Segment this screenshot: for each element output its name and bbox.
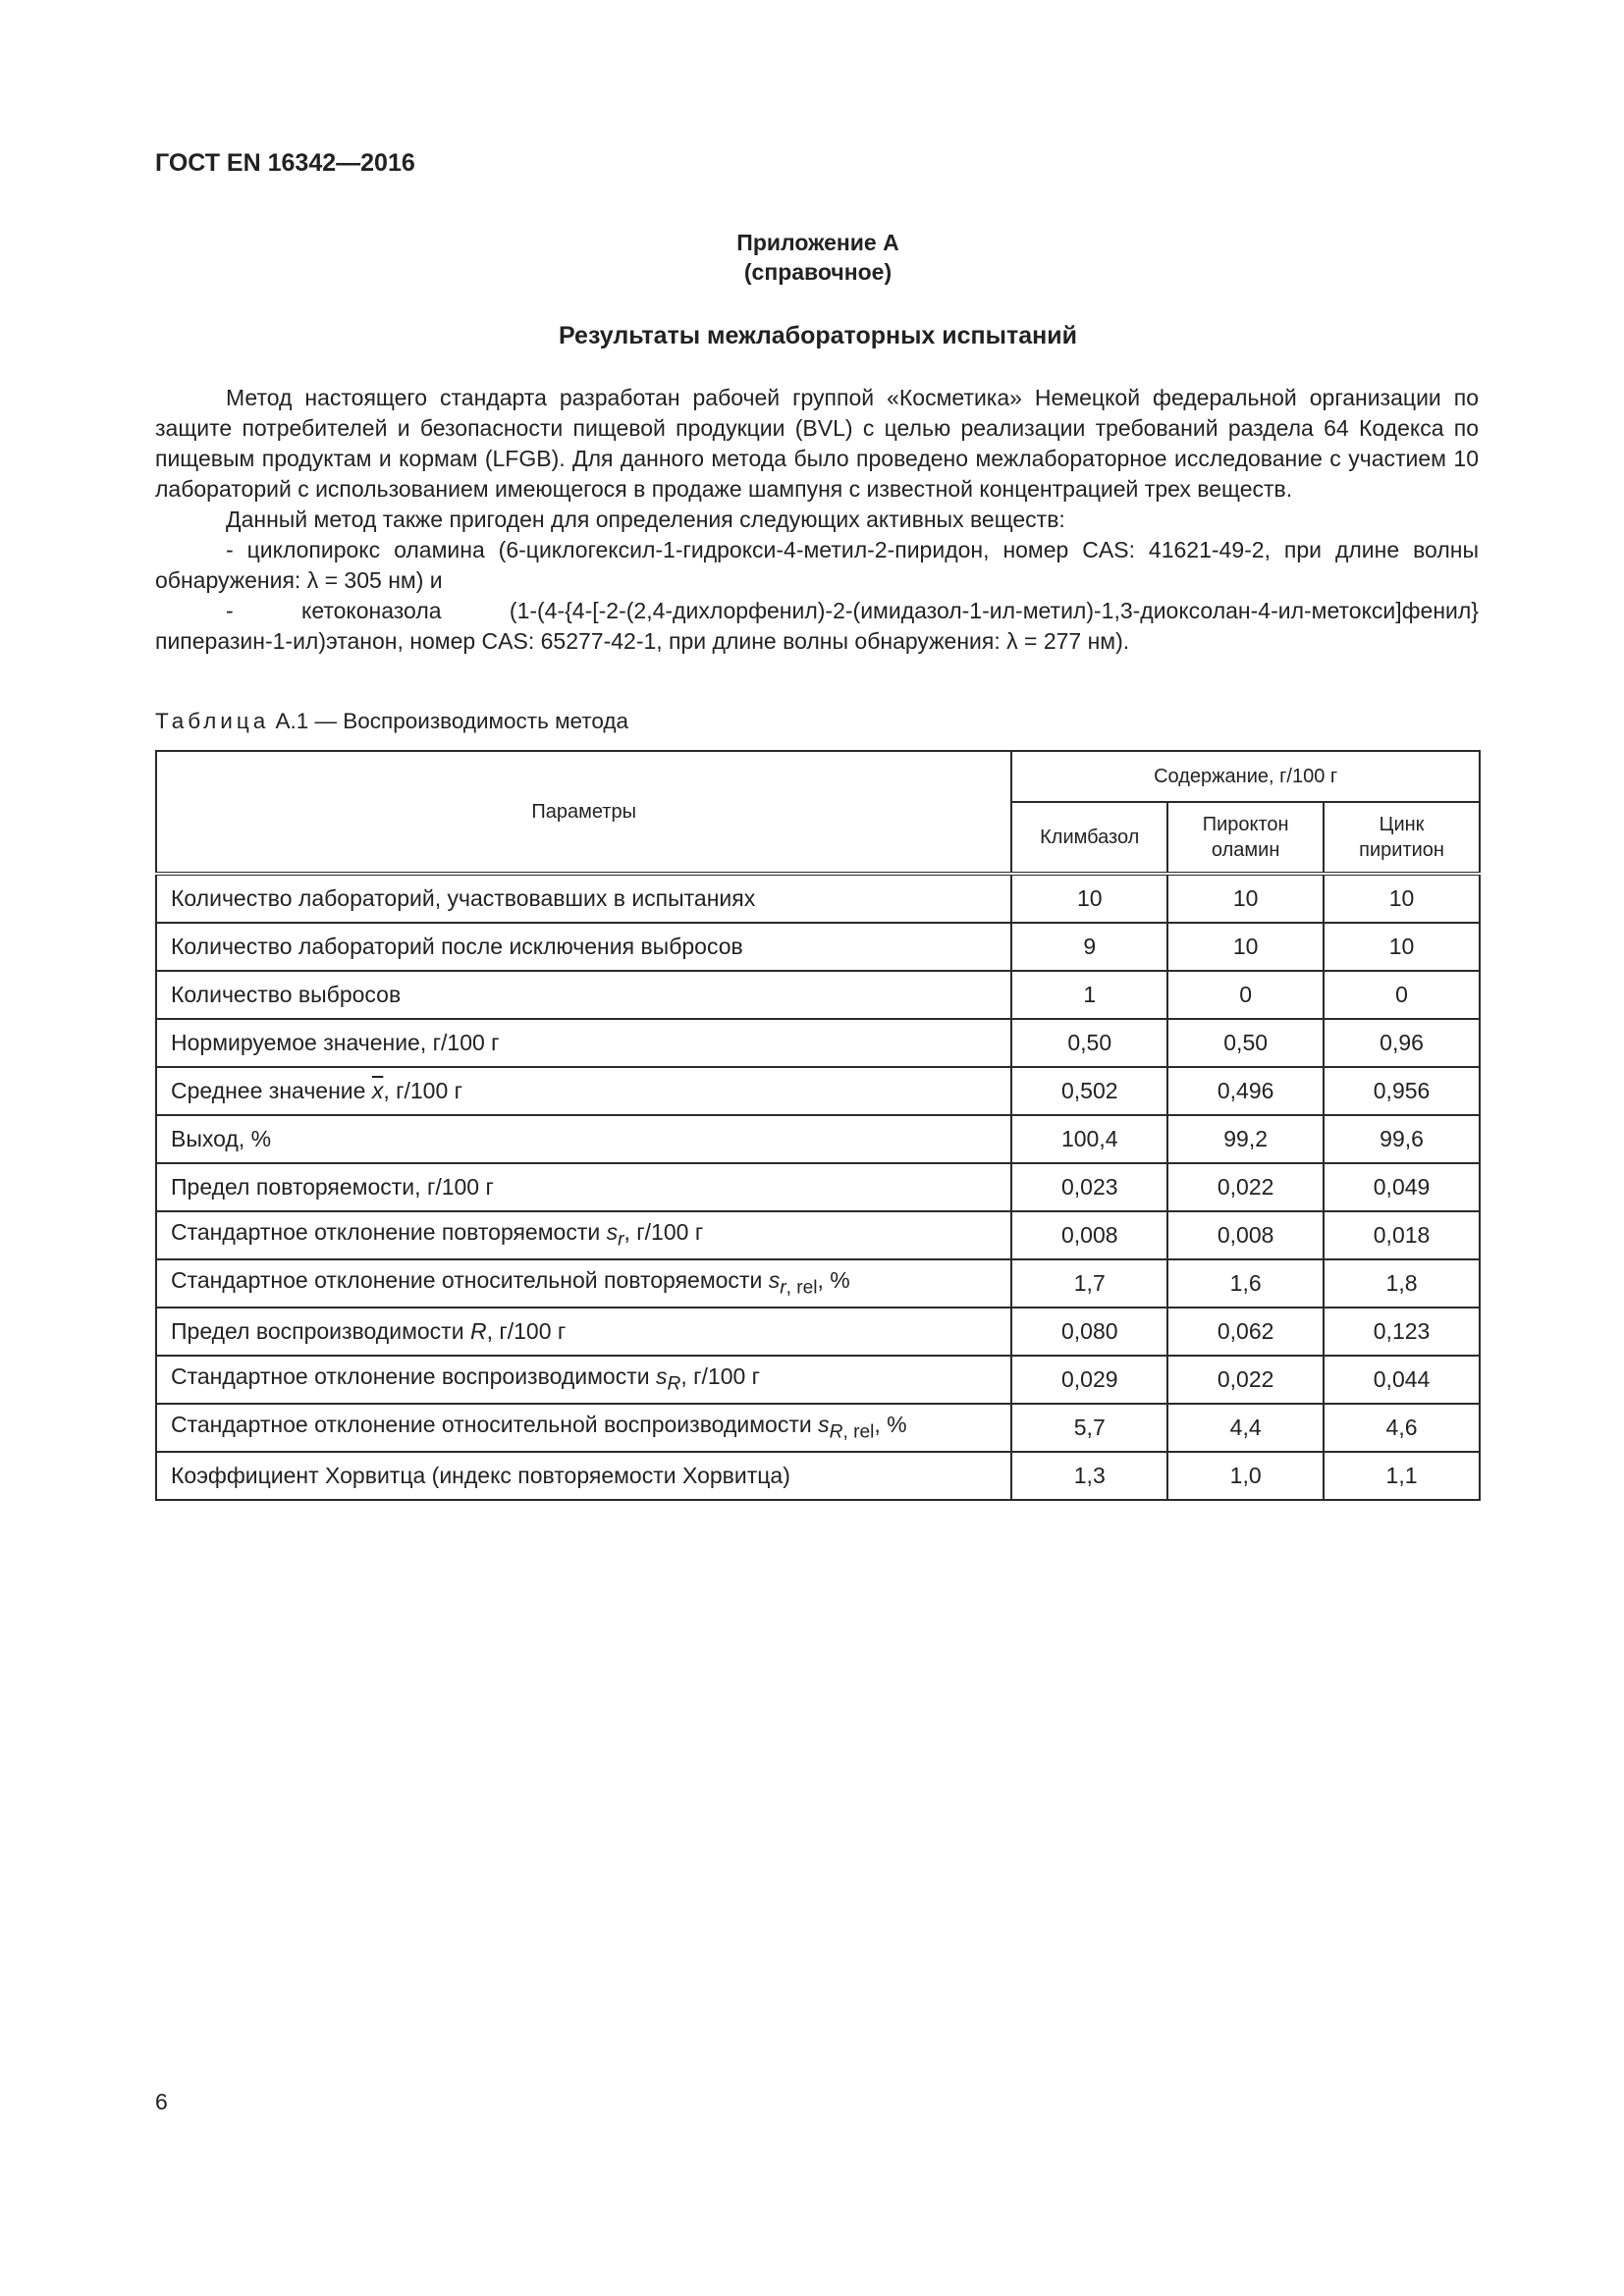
value-cell: 0,502 [1011,1067,1167,1115]
value-cell: 4,6 [1324,1404,1480,1452]
parameter-unit: , г/100 г [486,1318,567,1344]
table-row [156,1356,1480,1404]
table-row [156,923,1480,971]
parameter-label: Нормируемое значение, г/100 г [171,1030,500,1055]
value-cell: 1,6 [1167,1259,1324,1308]
value-cell: 9 [1011,923,1167,971]
parameter-unit: , % [817,1267,850,1294]
value-cell: 4,4 [1167,1404,1324,1452]
parameter-label: Стандартное отклонение повторяемости [171,1219,601,1246]
value-cell: 10 [1324,874,1480,923]
table-row [156,1308,1480,1356]
table-caption-text: А.1 — Воспроизводимость метода [275,709,629,733]
table-row [156,1115,1480,1163]
value-cell: 99,6 [1324,1115,1480,1163]
table-row [156,874,1480,923]
value-cell: 1,8 [1324,1259,1480,1308]
value-cell: 5,7 [1011,1404,1167,1452]
header-piroctone-olamine: Пироктон оламин [1167,802,1324,874]
value-cell: 0,50 [1167,1019,1324,1067]
value-cell: 10 [1167,874,1324,923]
subscript-symbol: R [667,1373,681,1395]
paragraph-ketoconazole: - кетоконазола (1-(4-{4-[-2-(2,4-дихлорфенил)-2-(имидазол-1-ил-метил)-1,3-диоксолан-4-ил-метокси]фенил} пиперазин-1-ил)этанон, номер CAS: 65277-42-1, при длине волны обнаружения: λ = 277 нм). [155,598,1479,654]
parameter-symbol: s [606,1219,619,1246]
parameter-label: Стандартное отклонение относительной воспроизводимости [171,1412,812,1438]
parameter-label: Среднее значение [171,1078,366,1103]
value-cell: 0,018 [1324,1211,1480,1259]
subscript-symbol: R [829,1421,843,1443]
parameter-subscript [668,1374,681,1395]
value-cell: 0,022 [1167,1356,1324,1404]
value-cell: 1,7 [1011,1259,1167,1308]
value-cell: 0,123 [1324,1308,1480,1356]
paragraph-ciclopirox: - циклопирокс оламина (6-циклогексил-1-гидрокси-4-метил-2-пиридон, номер CAS: 41621-49-2, при длине волны обнаружения: λ = 305 нм) и [155,537,1479,593]
table-row [156,1163,1480,1211]
value-cell: 1 [1011,971,1167,1019]
parameter-cell [156,1308,1011,1356]
parameter-symbol: s [768,1267,781,1294]
parameter-label: Коэффициент Хорвитца (индекс повторяемости Хорвитца) [171,1463,790,1488]
parameter-symbol: R [469,1318,487,1344]
parameter-label: Стандартное отклонение относительной повторяемости [171,1267,763,1294]
annex-subtitle: (справочное) [743,259,893,285]
page-number: 6 [155,2089,168,2114]
value-cell: 1,1 [1324,1452,1480,1500]
value-cell: 0,008 [1011,1211,1167,1259]
value-cell: 99,2 [1167,1115,1324,1163]
subscript-rel: , rel [785,1277,818,1299]
parameter-cell [156,1211,1011,1259]
value-cell: 10 [1011,874,1167,923]
parameter-unit: , г/100 г [680,1363,761,1390]
parameter-cell [156,1019,1011,1067]
value-cell: 0,022 [1167,1163,1324,1211]
value-cell: 0,044 [1324,1356,1480,1404]
table-body [156,874,1480,1500]
paragraph-substances: Данный метод также пригоден для определения следующих активных веществ: [226,507,1065,532]
body-text [155,383,1479,657]
parameter-symbol: $\overline{x}$ [371,1078,384,1103]
table-row [156,1259,1480,1308]
parameter-cell [156,923,1011,971]
parameter-label: Стандартное отклонение воспроизводимости [171,1363,650,1390]
table-row [156,1019,1480,1067]
parameter-unit: , г/100 г [383,1078,463,1103]
table-row [156,971,1480,1019]
parameter-cell [156,971,1011,1019]
parameter-cell [156,1356,1011,1404]
value-cell: 0,080 [1011,1308,1167,1356]
parameter-cell [156,1163,1011,1211]
table-row [156,1404,1480,1452]
value-cell: 0 [1167,971,1324,1019]
reproducibility-table [155,750,1481,1501]
value-cell: 0,956 [1324,1067,1480,1115]
parameter-label: Выход, % [171,1126,272,1151]
value-cell: 10 [1324,923,1480,971]
parameter-cell [156,874,1011,923]
value-cell: 0,496 [1167,1067,1324,1115]
header-zinc-pyrithione: Цинк пиритион [1324,802,1480,874]
parameter-label: Количество выбросов [171,982,402,1007]
subscript-rel: , rel [842,1421,875,1443]
parameter-subscript [780,1278,817,1299]
value-cell: 0,50 [1011,1019,1167,1067]
parameter-label: Количество лабораторий после исключения выбросов [171,934,743,959]
value-cell: 0,008 [1167,1211,1324,1259]
table-caption-word: Таблица [155,709,270,733]
value-cell: 1,0 [1167,1452,1324,1500]
parameter-unit: , % [874,1412,907,1438]
table-caption [155,709,628,734]
parameter-cell [156,1259,1011,1308]
value-cell: 1,3 [1011,1452,1167,1500]
parameter-label: Предел повторяемости, г/100 г [171,1174,494,1200]
value-cell: 0,023 [1011,1163,1167,1211]
value-cell: 0 [1324,971,1480,1019]
value-cell: 0,049 [1324,1163,1480,1211]
paragraph-intro: Метод настоящего стандарта разработан рабочей группой «Косметика» Немецкой федеральной организации по защите потребителей и безопасности пищевой продукции (BVL) с целью реализации требований раздела 64 Кодекса по пищевым продуктам и кормам (LFGB). Для данного метода было проведено межлабораторное исследование с участием 10 лабораторий с использованием имеющегося в продаже шампуня с известной концентрацией трех веществ. [155,385,1479,502]
parameter-label: Предел воспроизводимости [171,1318,464,1344]
header-content: Содержание, г/100 г [1011,751,1480,802]
value-cell: 0,029 [1011,1356,1167,1404]
annex-title: Приложение А [736,230,899,255]
header-parameters: Параметры [156,751,1011,874]
value-cell: 0,062 [1167,1308,1324,1356]
parameter-label: Количество лабораторий, участвовавших в испытаниях [171,885,756,911]
header-climbazole: Климбазол [1011,802,1167,874]
parameter-unit: , г/100 г [623,1219,704,1246]
table-row [156,1211,1480,1259]
parameter-symbol: s [818,1412,830,1438]
parameter-cell [156,1115,1011,1163]
subscript-symbol: r [618,1229,624,1251]
subscript-symbol: r [780,1277,786,1299]
section-title: Результаты межлабораторных испытаний [558,322,1077,349]
parameter-symbol: s [656,1363,668,1390]
parameter-cell [156,1452,1011,1500]
parameter-cell [156,1067,1011,1115]
value-cell: 0,96 [1324,1019,1480,1067]
parameter-subscript [830,1422,875,1443]
document-code: ГОСТ EN 16342—2016 [155,149,415,177]
table-row [156,1452,1480,1500]
value-cell: 100,4 [1011,1115,1167,1163]
table-row [156,1067,1480,1115]
parameter-cell [156,1404,1011,1452]
value-cell: 10 [1167,923,1324,971]
